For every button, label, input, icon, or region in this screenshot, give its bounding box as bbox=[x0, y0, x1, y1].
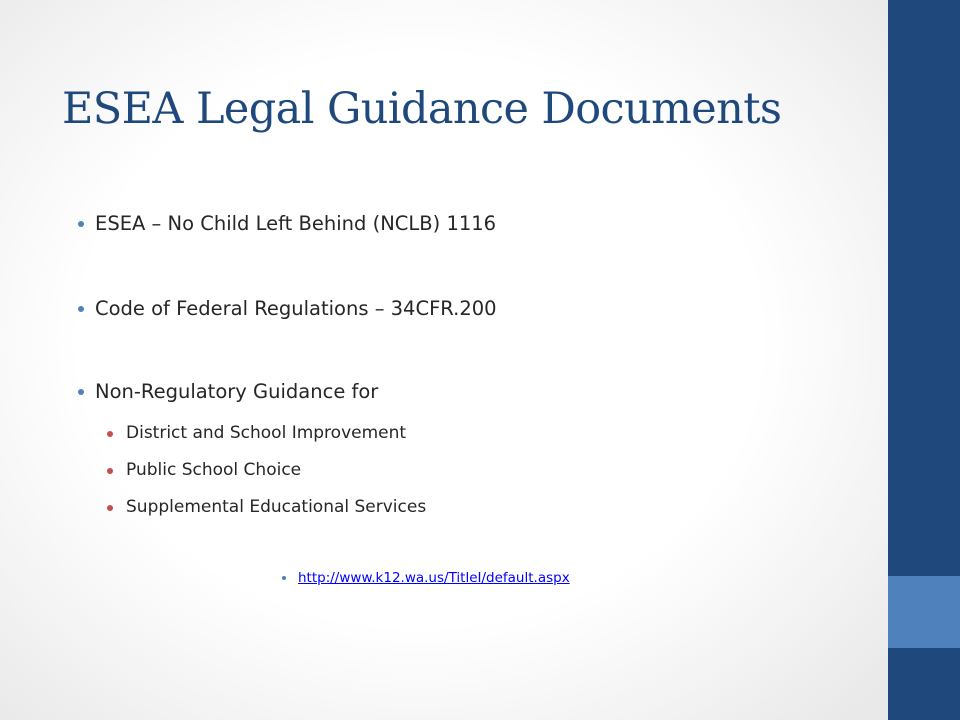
sub-bullet-dot-icon bbox=[107, 505, 113, 511]
bullet-item-cfr bbox=[95, 297, 497, 320]
sub-bullet-dot-icon bbox=[107, 431, 113, 437]
bullet-text: ESEA – No Child Left Behind (NCLB) 1116 bbox=[95, 212, 497, 235]
link-bullet-item bbox=[298, 570, 570, 586]
link-bullet-dot-icon bbox=[282, 576, 286, 580]
bullet-text: Code of Federal Regulations – 34CFR.200 bbox=[95, 297, 497, 320]
sub-bullet-text: Supplemental Educational Services bbox=[126, 497, 427, 517]
sub-bullet-item-school-choice bbox=[126, 460, 301, 480]
bullet-text: Non-Regulatory Guidance for bbox=[95, 380, 379, 403]
bullet-dot-icon bbox=[78, 306, 84, 312]
bullet-dot-icon bbox=[78, 389, 84, 395]
sub-bullet-item-improvement bbox=[126, 423, 406, 443]
side-bar-accent bbox=[888, 576, 960, 648]
bullet-item-guidance bbox=[95, 380, 378, 403]
sub-bullet-item-ses bbox=[126, 497, 426, 517]
title-i-link[interactable]: http://www.k12.wa.us/TitleI/default.aspx bbox=[298, 570, 570, 586]
bullet-dot-icon bbox=[78, 221, 84, 227]
sub-bullet-text: Public School Choice bbox=[126, 460, 302, 480]
bullet-item-esea bbox=[95, 212, 496, 235]
sub-bullet-text: District and School Improvement bbox=[126, 423, 407, 443]
sub-bullet-dot-icon bbox=[107, 468, 113, 474]
slide-title: ESEA Legal Guidance Documents bbox=[62, 84, 782, 134]
